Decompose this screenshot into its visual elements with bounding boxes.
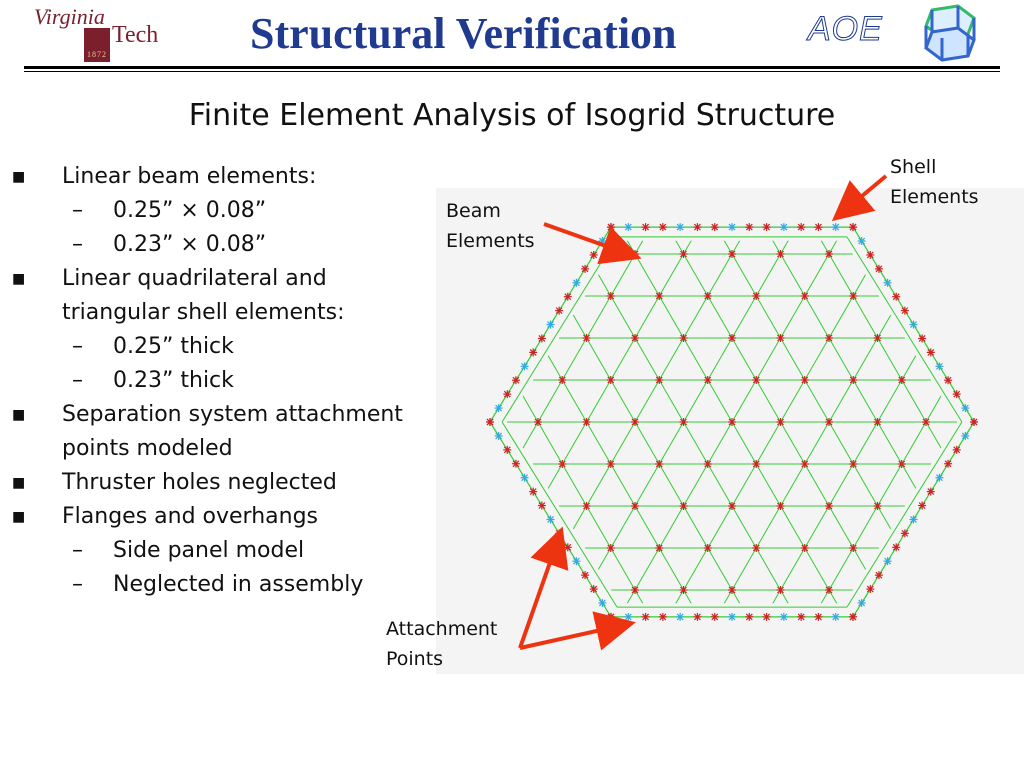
grid-beam (510, 188, 856, 674)
grid-node (704, 292, 712, 300)
grid-node (631, 250, 639, 258)
sub-bullet-marker: – (72, 538, 83, 563)
bullet-marker: ■ (12, 509, 26, 525)
edge-node (849, 613, 857, 621)
inner-edge (502, 422, 617, 607)
edge-node (763, 613, 771, 621)
bullet-marker: ■ (12, 169, 26, 185)
grid-node (874, 502, 882, 510)
edge-node (590, 251, 598, 259)
grid-beam (436, 188, 517, 674)
edge-node (572, 557, 580, 565)
grid-node (704, 376, 712, 384)
grid-node (583, 502, 591, 510)
edge-node (659, 613, 667, 621)
bullet-marker: ■ (12, 475, 26, 491)
grid-node (607, 460, 615, 468)
edge-node (901, 529, 909, 537)
sub-bullet-marker: – (72, 572, 83, 597)
bullet-item (10, 262, 420, 330)
bullet-item (10, 466, 420, 500)
grid-beam (753, 188, 1024, 674)
grid-beam (436, 188, 614, 674)
edge-node (676, 613, 684, 621)
edge-node (728, 223, 736, 231)
bullet-text: 0.25” thick (113, 334, 234, 359)
edge-node (642, 613, 650, 621)
edge-node (529, 488, 537, 496)
bullet-item (10, 160, 420, 194)
edge-node (547, 515, 555, 523)
grid-beam (850, 188, 1024, 674)
grid-node (801, 544, 809, 552)
grid-node (777, 334, 785, 342)
edge-node (607, 223, 615, 231)
edge-node (884, 279, 892, 287)
grid-beam (436, 188, 469, 674)
bullet-list (10, 160, 420, 602)
edge-node (512, 376, 520, 384)
grid-beam (607, 188, 953, 674)
edge-node (858, 599, 866, 607)
edge-node (745, 613, 753, 621)
bullet-text: Thruster holes neglected (62, 470, 337, 495)
edge-node (598, 599, 606, 607)
grid-beam (462, 188, 808, 674)
grid-node (752, 544, 760, 552)
edge-node (711, 223, 719, 231)
grid-node (607, 544, 615, 552)
inner-edge (847, 237, 962, 422)
grid-node (777, 250, 785, 258)
grid-node (752, 460, 760, 468)
edge-node (564, 293, 572, 301)
aoe-logo: AOE (808, 10, 883, 48)
edge-node (659, 223, 667, 231)
callout-shell-elements: Shell Elements (890, 156, 979, 208)
grid-node (874, 334, 882, 342)
edge-node (590, 585, 598, 593)
edge-node (581, 571, 589, 579)
edge-node (555, 307, 563, 315)
inner-edge (847, 422, 962, 607)
edge-node (495, 404, 503, 412)
grid-node (558, 460, 566, 468)
bullet-marker: ■ (12, 407, 26, 423)
sub-bullet-item (10, 568, 420, 602)
grid-node (825, 250, 833, 258)
grid-node (680, 586, 688, 594)
grid-node (680, 418, 688, 426)
edge-node (910, 515, 918, 523)
grid-node (898, 460, 906, 468)
beam-mesh-lines (436, 188, 1024, 674)
edge-node (564, 543, 572, 551)
edge-node (935, 362, 943, 370)
grid-beam (995, 188, 1024, 674)
edge-node (892, 543, 900, 551)
bullet-item (10, 500, 420, 534)
grid-beam (559, 188, 905, 674)
edge-node (581, 265, 589, 273)
edge-node (503, 446, 511, 454)
header-title: Structural Verification (250, 9, 677, 58)
edge-node (529, 348, 537, 356)
grid-node (874, 418, 882, 426)
grid-node (680, 250, 688, 258)
edge-node (875, 571, 883, 579)
edge-node (901, 307, 909, 315)
sub-bullet-item (10, 364, 420, 398)
grid-beam (947, 188, 1024, 674)
grid-node (801, 460, 809, 468)
grid-beam (947, 188, 1024, 674)
edge-node (814, 223, 822, 231)
edge-node (521, 474, 529, 482)
bullet-text: 0.23” × 0.08” (113, 232, 267, 257)
edge-node (953, 390, 961, 398)
grid-beam (436, 188, 711, 674)
grid-node (849, 460, 857, 468)
edge-node (832, 613, 840, 621)
edge-node (607, 613, 615, 621)
grid-beam (436, 188, 469, 674)
vt-logo-text-tech: Tech (112, 22, 159, 48)
sub-bullet-marker: – (72, 334, 83, 359)
edge-node (910, 321, 918, 329)
grid-beam (898, 188, 1024, 674)
edge-node (918, 502, 926, 510)
edge-node (935, 474, 943, 482)
grid-node (728, 418, 736, 426)
grid-beam (436, 188, 566, 674)
edge-node (953, 446, 961, 454)
edge-node (521, 362, 529, 370)
edge-node (780, 613, 788, 621)
grid-beam (436, 188, 566, 674)
isogrid-fea-mesh (436, 188, 1024, 674)
grid-beam (607, 188, 953, 674)
grid-node (849, 376, 857, 384)
edge-node (693, 613, 701, 621)
grid-node (655, 292, 663, 300)
grid-node (583, 418, 591, 426)
edge-node (944, 376, 952, 384)
grid-node (631, 334, 639, 342)
grid-node (655, 460, 663, 468)
sub-bullet-marker: – (72, 232, 83, 257)
grid-node (825, 502, 833, 510)
edge-node (884, 557, 892, 565)
grid-node (898, 376, 906, 384)
edge-node (866, 585, 874, 593)
grid-node (777, 418, 785, 426)
edge-node (961, 404, 969, 412)
edge-node (624, 613, 632, 621)
grid-node (655, 376, 663, 384)
edge-node (555, 529, 563, 537)
grid-node (777, 502, 785, 510)
sub-bullet-item (10, 534, 420, 568)
vt-logo-text-virginia: Virginia (34, 4, 105, 29)
edge-node (892, 293, 900, 301)
grid-node (607, 376, 615, 384)
grid-beam (436, 188, 760, 674)
hexagonal-prism-icon (918, 4, 982, 64)
grid-node (801, 376, 809, 384)
edge-node (918, 334, 926, 342)
grid-node (922, 418, 930, 426)
grid-node (680, 334, 688, 342)
grid-node (849, 292, 857, 300)
isogrid-triangles (436, 188, 1024, 674)
edge-node (728, 613, 736, 621)
sub-bullet-marker: – (72, 198, 83, 223)
header-rule-thick (24, 66, 1000, 69)
edge-node (693, 223, 701, 231)
sub-bullet-marker: – (72, 368, 83, 393)
callout-beam-elements: Beam Elements (446, 200, 535, 252)
edge-node (875, 265, 883, 273)
grid-beam (436, 188, 760, 674)
edge-node (512, 460, 520, 468)
grid-node (825, 418, 833, 426)
grid-node (680, 502, 688, 510)
inner-edge (502, 237, 617, 422)
edge-node (866, 251, 874, 259)
grid-node (558, 376, 566, 384)
edge-node (927, 488, 935, 496)
edge-node (944, 460, 952, 468)
grid-node (825, 586, 833, 594)
edge-node (624, 223, 632, 231)
grid-node (631, 502, 639, 510)
edge-node (676, 223, 684, 231)
edge-node (495, 432, 503, 440)
grid-node (752, 292, 760, 300)
bullet-text: Linear quadrilateral and triangular shell elements: (62, 266, 345, 325)
grid-node (704, 460, 712, 468)
edge-node (832, 223, 840, 231)
edge-node (797, 223, 805, 231)
edge-node (780, 223, 788, 231)
bullet-item (10, 398, 420, 466)
grid-node (777, 586, 785, 594)
grid-node (534, 418, 542, 426)
bullet-text: Side panel model (113, 538, 305, 563)
grid-beam (850, 188, 1024, 674)
grid-beam (656, 188, 1002, 674)
bullet-text: 0.25” × 0.08” (113, 198, 267, 223)
grid-beam (898, 188, 1024, 674)
edge-node (970, 418, 978, 426)
grid-node (728, 586, 736, 594)
grid-node (825, 334, 833, 342)
sub-bullet-item (10, 194, 420, 228)
grid-node (728, 502, 736, 510)
grid-beam (559, 188, 905, 674)
grid-node (583, 334, 591, 342)
sub-bullet-item (10, 228, 420, 262)
edge-node (711, 613, 719, 621)
grid-beam (436, 188, 614, 674)
edge-node (486, 418, 494, 426)
edge-node (927, 348, 935, 356)
grid-beam (436, 188, 711, 674)
edge-node (797, 613, 805, 621)
edge-node (745, 223, 753, 231)
grid-node (752, 376, 760, 384)
grid-node (631, 418, 639, 426)
edge-node (858, 237, 866, 245)
edge-node (547, 321, 555, 329)
edge-node (538, 334, 546, 342)
sub-bullet-item (10, 330, 420, 364)
grid-beam (995, 188, 1024, 674)
slide-subtitle: Finite Element Analysis of Isogrid Structure (188, 98, 836, 133)
grid-beam (462, 188, 808, 674)
grid-beam (656, 188, 1002, 674)
edge-node (642, 223, 650, 231)
bullet-text: Separation system attachment points modeled (62, 402, 403, 461)
grid-node (728, 334, 736, 342)
edge-node (763, 223, 771, 231)
grid-node (728, 250, 736, 258)
edge-node (503, 390, 511, 398)
edge-node (572, 279, 580, 287)
grid-beam (510, 188, 856, 674)
grid-node (607, 292, 615, 300)
bullet-text: 0.23” thick (113, 368, 234, 393)
grid-node (655, 544, 663, 552)
vt-logo-year: 1872 (87, 50, 107, 59)
grid-beam (436, 188, 517, 674)
bullet-text: Linear beam elements: (62, 164, 317, 189)
bullet-text: Flanges and overhangs (62, 504, 318, 529)
grid-node (849, 544, 857, 552)
edge-node (598, 237, 606, 245)
edge-node (849, 223, 857, 231)
grid-node (631, 586, 639, 594)
bullet-marker: ■ (12, 271, 26, 287)
bullet-text: Neglected in assembly (113, 572, 364, 597)
header-rule-thin (24, 71, 1000, 72)
grid-node (704, 544, 712, 552)
edge-node (814, 613, 822, 621)
callout-attachment-points: Attachment Points (386, 618, 498, 670)
edge-node (538, 502, 546, 510)
edge-node (961, 432, 969, 440)
grid-beam (753, 188, 1024, 674)
grid-node (801, 292, 809, 300)
